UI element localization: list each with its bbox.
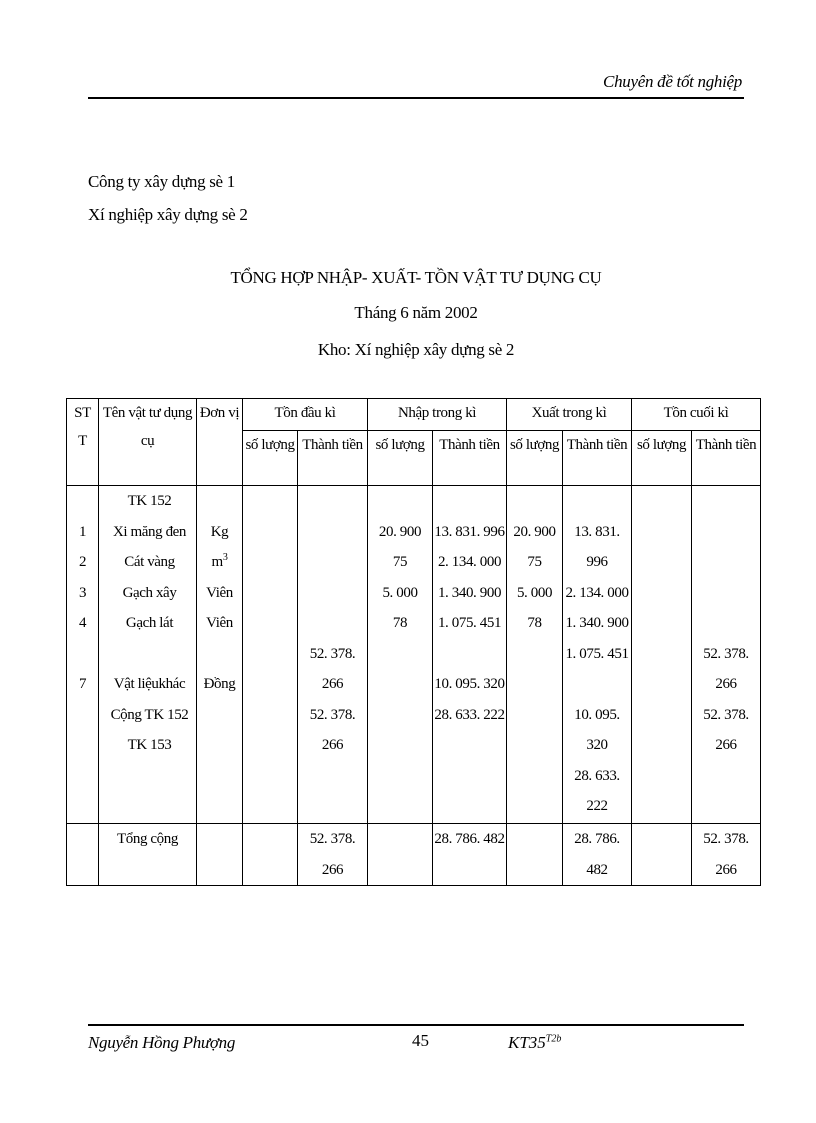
export-header: Xuất trong kì [507, 399, 632, 431]
total-row [67, 824, 761, 886]
opening-qty-cell [243, 486, 298, 824]
closing-qty-cell [632, 486, 692, 824]
export-amount-cell: 13. 831. 996 2. 134. 000 1. 340. 900 1. 075. 451 10. 095. 320 28. 633. 222 [563, 486, 632, 824]
total-closing-qty-cell [632, 824, 692, 886]
item-name-header: Tên vật tư dụng cụ [99, 399, 197, 486]
header-row-1 [67, 399, 761, 431]
document-header-title: Chuyên đề tốt nghiệp [603, 72, 742, 91]
import-amount-cell: 13. 831. 996 2. 134. 000 1. 340. 900 1. 075. 451 10. 095. 320 28. 633. 222 [433, 486, 507, 824]
report-period: Tháng 6 năm 2002 [354, 303, 478, 322]
opening-amount-cell: 52. 378. 266 52. 378. 266 [298, 486, 368, 824]
class-code: $KT35^{T2b}$ [508, 1033, 562, 1052]
import-amount-header: Thành tiền [433, 431, 507, 486]
export-qty-cell: 20. 900 75 5. 000 78 [507, 486, 563, 824]
header-rule [88, 97, 744, 99]
inventory-summary-table [66, 398, 761, 886]
enterprise-name: Xí nghiệp xây dựng sè 2 [88, 205, 248, 224]
total-import-qty-cell [368, 824, 433, 886]
unit-cell: Kg $m^3$ Viên Viên Đồng [197, 486, 243, 824]
closing-header: Tồn cuối kì [632, 399, 761, 431]
report-title: TỔNG HỢP NHẬP- XUẤT- TỒN VẬT TƯ DỤNG CỤ [230, 268, 602, 287]
total-stt-cell [67, 824, 99, 886]
closing-amount-header: Thành tiền [692, 431, 761, 486]
body-row [67, 486, 761, 824]
closing-qty-header: số lượng [632, 431, 692, 486]
export-qty-header: số lượng [507, 431, 563, 486]
author-name: Nguyễn Hồng Phượng [88, 1033, 236, 1052]
opening-amount-header: Thành tiền [298, 431, 368, 486]
stt-cell: 1 2 3 4 7 [67, 486, 99, 824]
page-number: 45 [412, 1031, 429, 1050]
footer-rule [88, 1024, 744, 1026]
unit-header: Đơn vị [197, 399, 243, 486]
import-qty-header: số lượng [368, 431, 433, 486]
total-label: Tổng cộng [99, 824, 197, 886]
company-name: Công ty xây dựng sè 1 [88, 172, 235, 191]
opening-qty-header: số lượng [243, 431, 298, 486]
total-export-amount: 28. 786. 482 [563, 824, 632, 886]
item-name-cell: TK 152 Xi măng đen Cát vàng Gạch xây Gạch lát Vật liệukhác Cộng TK 152 TK 153 [99, 486, 197, 824]
total-closing-amount: 52. 378. 266 [692, 824, 761, 886]
total-opening-qty-cell [243, 824, 298, 886]
total-import-amount: 28. 786. 482 [433, 824, 507, 886]
closing-amount-cell: 52. 378. 266 52. 378. 266 [692, 486, 761, 824]
report-warehouse: Kho: Xí nghiệp xây dựng sè 2 [317, 340, 515, 359]
stt-header: ST T [67, 399, 99, 486]
import-qty-cell: 20. 900 75 5. 000 78 [368, 486, 433, 824]
total-export-qty-cell [507, 824, 563, 886]
import-header: Nhập trong kì [368, 399, 507, 431]
opening-header: Tồn đầu kì [243, 399, 368, 431]
total-unit-cell [197, 824, 243, 886]
total-opening-amount: 52. 378. 266 [298, 824, 368, 886]
export-amount-header: Thành tiền [563, 431, 632, 486]
